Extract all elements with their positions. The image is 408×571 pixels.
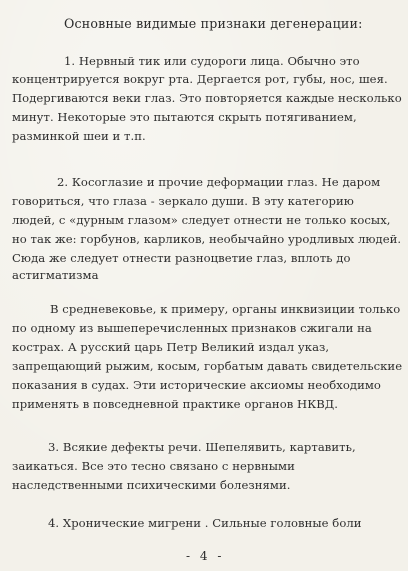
- document-title: Основные видимые признаки дегенерации:: [64, 16, 363, 31]
- paragraph-3-line-4: запрещающий рыжим, косым, горбатым давать свидетельские: [12, 359, 403, 373]
- paragraph-5-line-1: 4. Хронические мигрени . Сильные головные боли: [48, 516, 362, 530]
- paragraph-3-line-5: показания в судах. Эти исторические аксиомы необходимо: [12, 378, 381, 392]
- paragraph-1-line-1: 1. Нервный тик или судороги лица. Обычно это: [64, 54, 360, 68]
- paragraph-1-line-2: концентрируется вокруг рта. Дергается рот, губы, нос, шея.: [12, 72, 388, 86]
- paragraph-1-line-4: минут. Некоторые это пытаются скрыть потягиванием,: [12, 110, 357, 124]
- paragraph-2-line-1: 2. Косоглазие и прочие деформации глаз. Не даром: [57, 175, 381, 189]
- paragraph-4-line-1: 3. Всякие дефекты речи. Шепелявить, картавить,: [48, 440, 356, 454]
- paragraph-2-line-5: Сюда же следует отнести разноцветие глаз, вплоть до: [12, 251, 351, 265]
- paragraph-3-line-2: по одному из вышеперечисленных признаков сжигали на: [12, 321, 372, 335]
- paragraph-1-line-3: Подергиваются веки глаз. Это повторяется каждые несколько: [12, 91, 402, 105]
- paragraph-3-line-3: кострах. А русский царь Петр Великий издал указ,: [12, 340, 330, 354]
- paragraph-4-line-2: заикаться. Все это тесно связано с нервными: [12, 459, 295, 473]
- paragraph-2-line-6: астигматизма: [12, 268, 99, 282]
- paragraph-1-line-5: разминкой шеи и т.п.: [12, 129, 146, 143]
- paragraph-4-line-3: наследственными психическими болезнями.: [12, 478, 291, 492]
- paragraph-3-line-6: применять в повседневной практике органов НКВД.: [12, 397, 338, 411]
- paragraph-3-line-1: В средневековье, к примеру, органы инквизиции только: [50, 302, 401, 316]
- paragraph-2-line-4: но так же: горбунов, карликов, необычайно уродливых людей.: [12, 232, 402, 246]
- paragraph-2-line-2: говориться, что глаза - зеркало души. В эту категорию: [12, 194, 354, 208]
- page-number: - 4 -: [186, 549, 225, 563]
- paragraph-2-line-3: людей, с «дурным глазом» следует отнести не только косых,: [12, 213, 391, 227]
